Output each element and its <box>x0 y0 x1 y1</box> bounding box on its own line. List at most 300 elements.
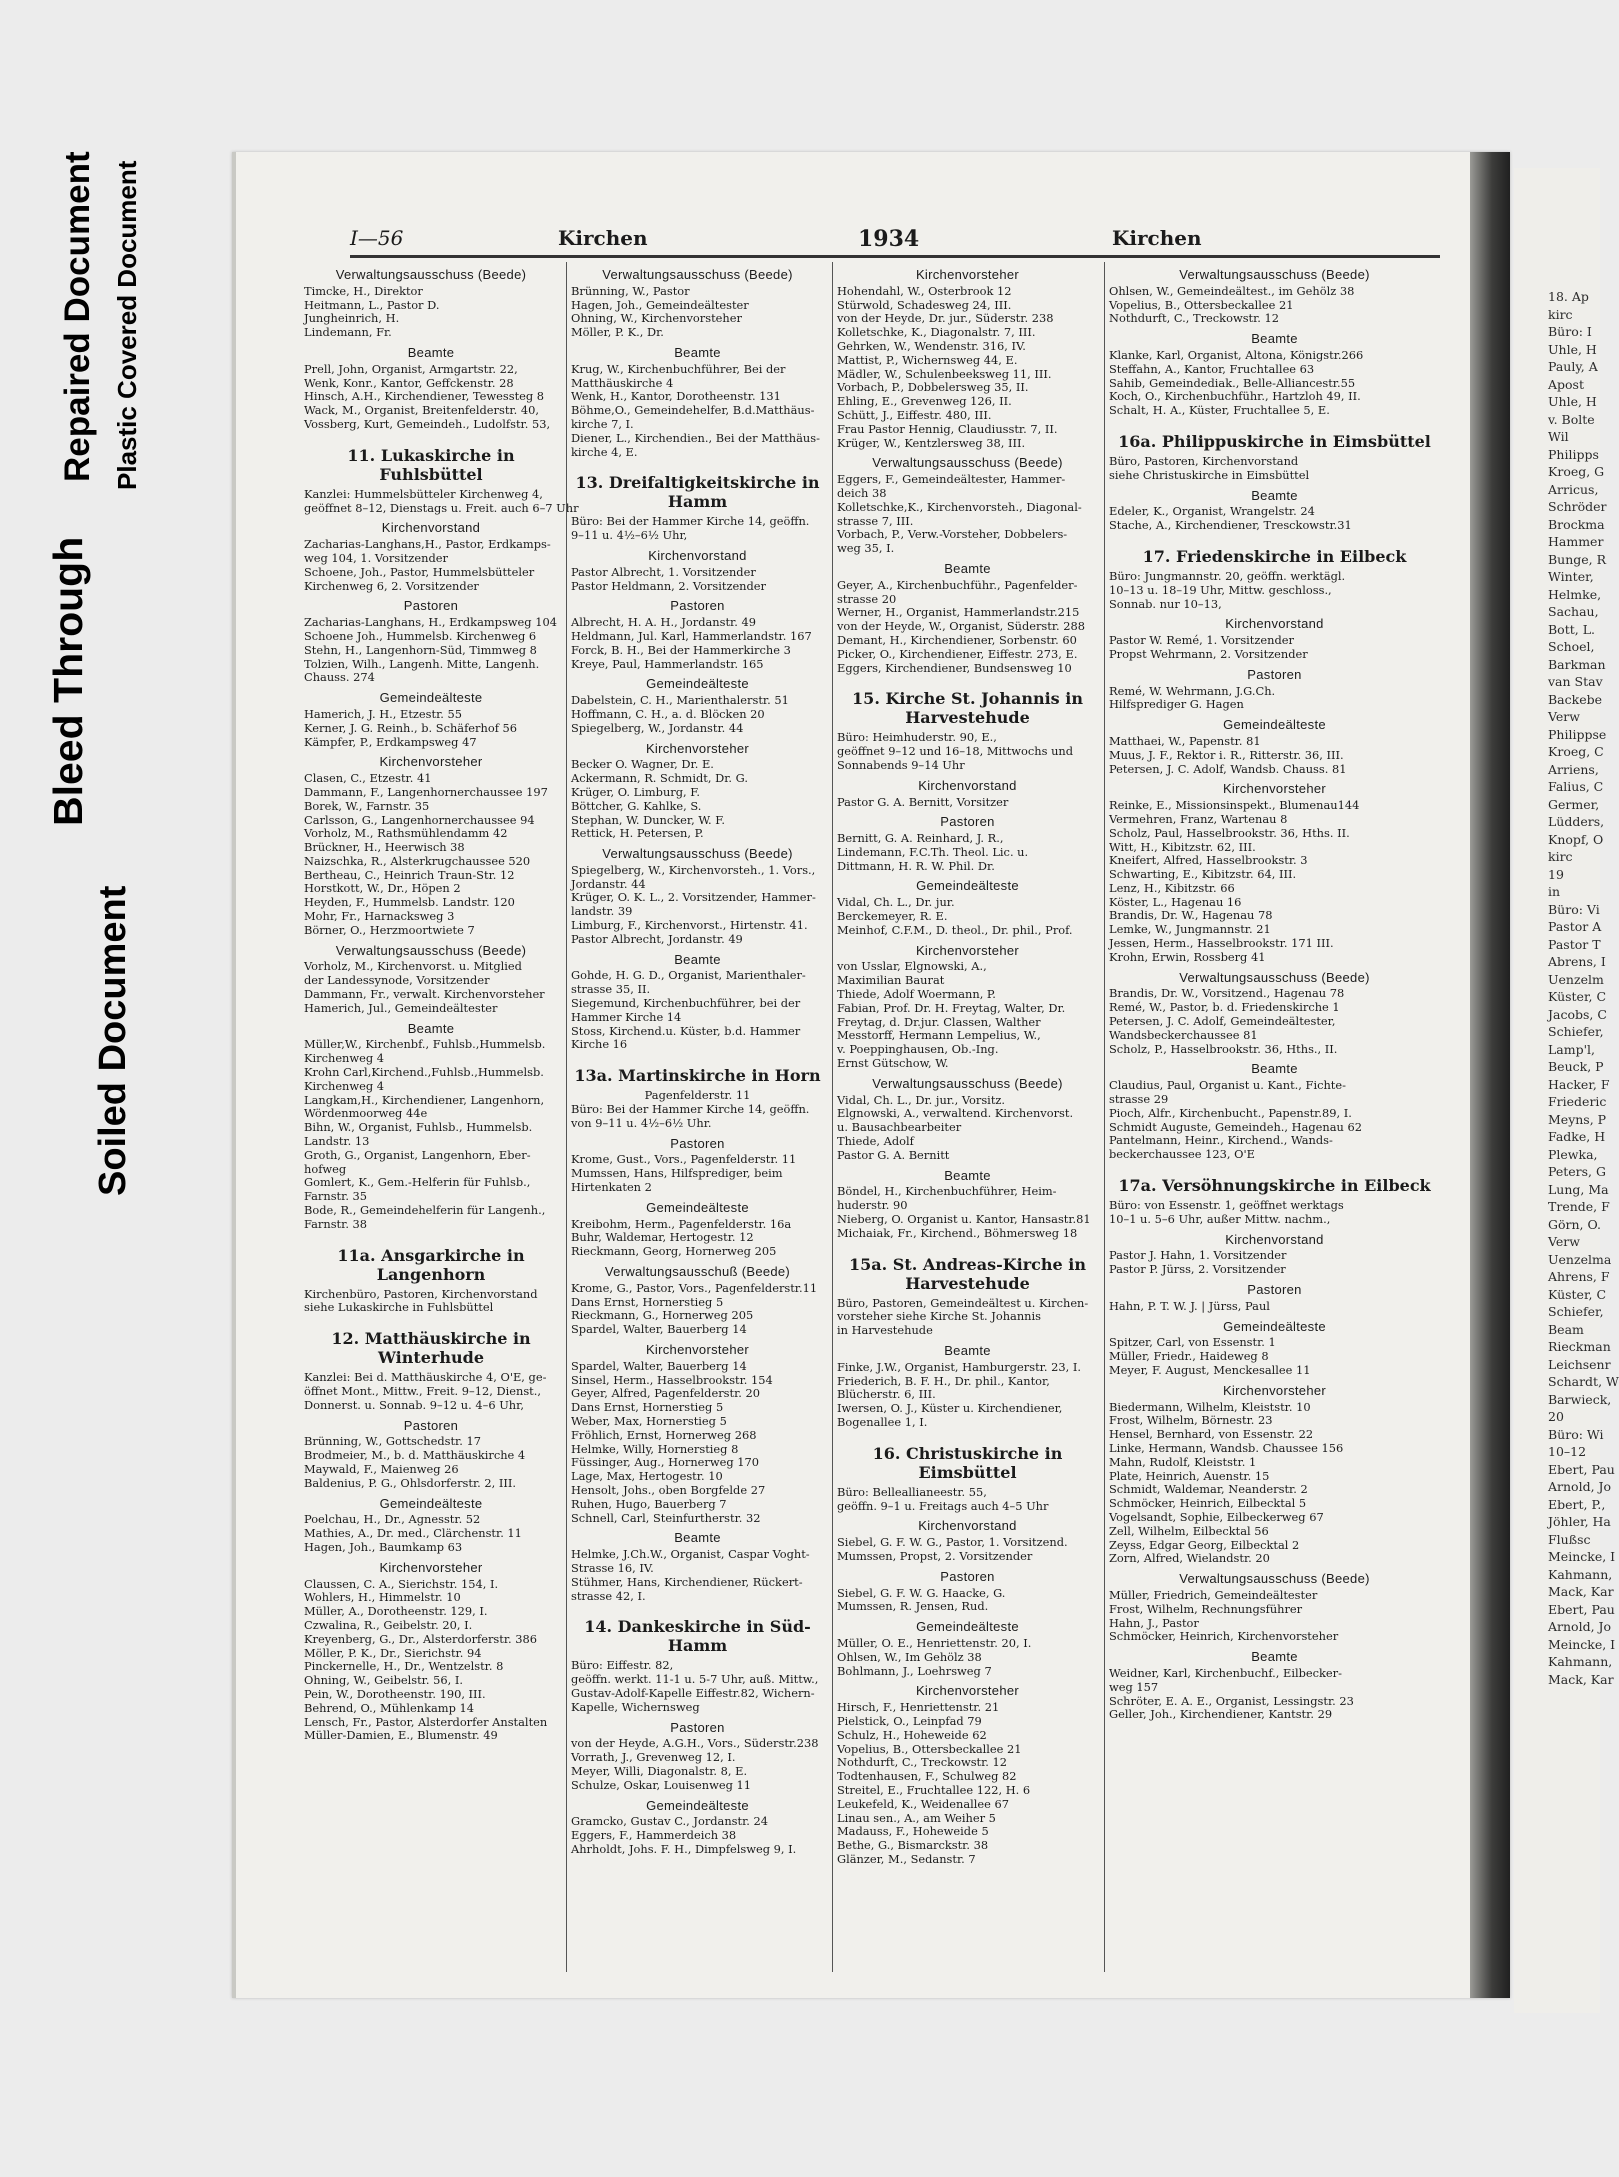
entry-line: Pastor P. Jürss, 2. Vorsitzender <box>1109 1262 1286 1277</box>
entry-line: Ohning, W., Kirchenvorsteher <box>571 311 742 326</box>
entry-line: Pastor G. A. Bernitt <box>837 1147 950 1162</box>
entry-line: Heitmann, L., Pastor D. <box>304 297 440 312</box>
entry-line: geöffnet 9–12 und 16–18, Mittwochs und <box>837 744 1074 759</box>
entry-line: Spiegelberg, W., Jordanstr. 44 <box>571 720 744 735</box>
entry-line: Brodmeier, M., b. d. Matthäuskirche 4 <box>304 1448 526 1463</box>
entry-line: Weber, Max, Hornerstieg 5 <box>571 1413 727 1428</box>
entry-line: Linau sen., A., am Weiher 5 <box>837 1810 996 1825</box>
section-heading: Beamte <box>944 1343 991 1358</box>
entry-line: Claudius, Paul, Organist u. Kant., Fichte- <box>1109 1078 1346 1093</box>
fragment-line: 18. Ap <box>1548 289 1589 304</box>
entry-line: 10–13 u. 18–19 Uhr, Mittw. geschloss., <box>1109 582 1332 597</box>
entry-line: Helmke, Willy, Hornerstieg 8 <box>571 1441 739 1456</box>
fragment-line: Meincke, I <box>1548 1549 1616 1564</box>
fragment-line: Lamp'l, <box>1548 1041 1596 1057</box>
entry-line: strasse 7, III. <box>837 513 914 528</box>
fragment-line: Ebert, Pau <box>1548 1601 1615 1617</box>
entry-line: Siegemund, Kirchenbuchführer, bei der <box>571 996 801 1011</box>
church-heading: 13a. Martinskirche in Horn <box>574 1066 821 1086</box>
entry-line: von der Heyde, A.G.H., Vors., Süderstr.238 <box>571 1736 819 1751</box>
fragment-line: Arriens, <box>1548 761 1599 777</box>
entry-line: Mathies, A., Dr. med., Clärchenstr. 11 <box>304 1526 522 1541</box>
entry-line: Thiede, Adolf Woermann, P. <box>837 987 996 1002</box>
fragment-line: Büro: Vi <box>1548 901 1600 917</box>
entry-line: Gehrken, W., Wendenstr. 316, IV. <box>837 338 1026 353</box>
section-heading: Verwaltungsausschuss (Beede) <box>602 846 793 862</box>
entry-line: Blücherstr. 6, III. <box>837 1387 936 1402</box>
entry-line: Köster, L., Hagenau 16 <box>1109 894 1242 909</box>
entry-line: Prell, John, Organist, Armgartstr. 22, <box>304 361 518 376</box>
section-heading: Pastoren <box>1247 1282 1302 1298</box>
entry-line: Wohlers, H., Himmelstr. 10 <box>304 1590 461 1605</box>
entry-line: Müller, Friedr., Haideweg 8 <box>1109 1349 1269 1364</box>
entry-line: öffnet Mont., Mittw., Freit. 9–12, Dienst., <box>304 1384 541 1398</box>
entry-line: Gomlert, K., Gem.-Helferin für Fuhlsb., <box>304 1175 531 1190</box>
entry-line: Lemke, W., Jungmannstr. 21 <box>1109 922 1271 937</box>
page-number: I—56 <box>350 226 404 250</box>
section-heading: Kirchenvorsteher <box>645 1342 750 1357</box>
entry-line: geöffnet 8–12, Dienstags u. Freit. auch 6–7 Uhr <box>304 500 579 515</box>
fragment-line: Uenzelma <box>1548 1251 1612 1267</box>
fragment-line: Falius, C <box>1548 779 1604 794</box>
fragment-line: Friederic <box>1548 1094 1607 1109</box>
entry-line: Wenk, H., Kantor, Dorotheenstr. 131 <box>571 389 781 404</box>
fragment-line: Helmke, <box>1548 586 1602 602</box>
fragment-line: Schoel, <box>1548 639 1595 654</box>
section-heading: Gemeindeälteste <box>1223 1318 1326 1334</box>
entry-line: Langkam,H., Kirchendiener, Langenhorn, <box>304 1092 545 1107</box>
entry-line: Plate, Heinrich, Auenstr. 15 <box>1109 1468 1270 1483</box>
fragment-line: Kroeg, G <box>1548 464 1605 479</box>
entry-line: von der Heyde, W., Organist, Süderstr. 288 <box>837 619 1086 634</box>
entry-line: Horstkott, W., Dr., Höpen 2 <box>304 881 461 896</box>
entry-line: Czwalina, R., Geibelstr. 20, I. <box>304 1617 473 1632</box>
section-heading: Beamte <box>1251 331 1298 347</box>
church-heading: 15. Kirche St. Johannis in Harvestehude <box>852 689 1083 728</box>
entry-line: Stehn, H., Langenhorn-Süd, Timmweg 8 <box>304 642 537 657</box>
entry-line: Heyden, F., Hummelsb. Landstr. 120 <box>304 895 515 910</box>
fragment-line: Pastor A <box>1548 919 1602 934</box>
fragment-line: v. Bolte <box>1548 411 1595 427</box>
fragment-line: kirc <box>1548 849 1573 864</box>
entry-line: Kolletschke, K., Diagonalstr. 7, III. <box>837 325 1036 340</box>
entry-line: Mädler, W., Schulenbeeksweg 11, III. <box>837 366 1052 381</box>
entry-line: Geyer, A., Kirchenbuchführ., Pagenfelder- <box>837 577 1078 592</box>
fragment-line: Görn, O. <box>1548 1216 1601 1232</box>
fragment-line: 20 <box>1548 1409 1564 1424</box>
entry-line: Lindemann, Fr. <box>304 325 392 340</box>
entry-line: Schwarting, E., Kibitzstr. 64, III. <box>1109 867 1297 882</box>
entry-line: Dans Ernst, Hornerstieg 5 <box>571 1294 724 1309</box>
entry-line: strasse 35, II. <box>571 982 651 997</box>
entry-line: Jessen, Herm., Hasselbrookstr. 171 III. <box>1109 936 1334 951</box>
section-heading: Verwaltungsausschuss (Beede) <box>1179 267 1370 282</box>
entry-line: Bertheau, C., Heinrich Traun-Str. 12 <box>304 867 515 882</box>
fragment-line: 10–12 <box>1548 1444 1587 1459</box>
entry-line: Madauss, F., Hoheweide 5 <box>837 1824 989 1839</box>
entry-line: Schmöcker, Heinrich, Kirchenvorsteher <box>1109 1629 1339 1644</box>
entry-line: Rieckmann, G., Hornerweg 205 <box>571 1308 754 1323</box>
entry-line: Krohn, Erwin, Rossberg 41 <box>1109 949 1266 964</box>
entry-line: Hensel, Bernhard, von Essenstr. 22 <box>1109 1427 1314 1442</box>
entry-line: Messtorff, Hermann Lempelius, W., <box>837 1028 1041 1043</box>
entry-line: Krome, Gust., Vors., Pagenfelderstr. 11 <box>571 1152 797 1167</box>
entry-line: Reinke, E., Missionsinspekt., Blumenau144 <box>1109 798 1360 813</box>
entry-line: 9–11 u. 4½–6½ Uhr, <box>571 528 688 543</box>
fragment-line: Hacker, F <box>1548 1076 1610 1092</box>
fragment-line: Mack, Kar <box>1548 1584 1614 1599</box>
entry-line: siehe Christuskirche in Eimsbüttel <box>1109 467 1310 482</box>
entry-line: Büro: Bei der Hammer Kirche 14, geöffn. <box>571 1102 810 1117</box>
section-heading: Kirchenvorsteher <box>915 1683 1020 1699</box>
entry-line: Behrend, O., Mühlenkamp 14 <box>304 1700 474 1715</box>
label-soiled-document: Soiled Document <box>92 885 134 1196</box>
fragment-line: Bunge, R <box>1548 551 1607 567</box>
fragment-line: Pauly, A <box>1548 359 1598 374</box>
entry-line: weg 35, I. <box>837 541 895 556</box>
entry-line: Meyer, F. August, Menckesallee 11 <box>1109 1363 1311 1377</box>
entry-line: Scholz, Paul, Hasselbrookstr. 36, Hths. II. <box>1109 825 1350 840</box>
entry-line: Büro: Heimhuderstr. 90, E., <box>837 730 997 745</box>
fragment-line: Küster, C <box>1548 989 1607 1004</box>
section-heading: Verwaltungsausschuss (Beede) <box>872 1075 1063 1091</box>
entry-line: Diener, L., Kirchendien., Bei der Matthäus- <box>571 430 820 445</box>
entry-line: Edeler, K., Organist, Wrangelstr. 24 <box>1109 504 1315 519</box>
entry-line: Koch, O., Kirchenbuchführ., Hartzloh 49, II. <box>1109 389 1361 404</box>
header-year: 1934 <box>858 226 920 252</box>
entry-line: Pastor J. Hahn, 1. Vorsitzender <box>1109 1248 1287 1263</box>
entry-line: Stache, A., Kirchendiener, Tresckowstr.31 <box>1109 518 1352 533</box>
entry-line: Fröhlich, Ernst, Hornerweg 268 <box>571 1427 757 1442</box>
fragment-line: Verw <box>1548 1234 1580 1249</box>
entry-line: Vorbach, P., Verw.-Vorsteher, Dobbelers- <box>837 527 1068 542</box>
section-heading: Beamte <box>674 1530 721 1546</box>
entry-line: Petersen, J. C. Adolf, Gemeindeältester, <box>1109 1014 1336 1029</box>
entry-line: Maywald, F., Maienweg 26 <box>304 1461 459 1476</box>
entry-line: Zeyss, Edgar Georg, Eilbecktal 2 <box>1109 1537 1300 1552</box>
entry-line: Schulz, H., Hoheweide 62 <box>837 1727 987 1742</box>
entry-line: Dabelstein, C. H., Marienthalerstr. 51 <box>571 693 789 708</box>
church-heading: 14. Dankeskirche in Süd-Hamm <box>584 1617 811 1656</box>
entry-line: Bode, R., Gemeindehelferin für Langenh., <box>304 1203 546 1218</box>
fragment-line: Trende, F <box>1548 1199 1610 1214</box>
fragment-line: 19 <box>1548 866 1564 882</box>
fragment-line: Peters, G <box>1548 1164 1606 1179</box>
entry-line: Büro: Jungmannstr. 20, geöffn. werktägl. <box>1109 568 1346 583</box>
directory-column-3 <box>832 262 1102 1972</box>
entry-line: Remé, W. Wehrmann, J.G.Ch. <box>1109 683 1276 698</box>
entry-line: Schütt, J., Eiffestr. 480, III. <box>837 407 992 422</box>
entry-line: Biedermann, Wilhelm, Kleiststr. 10 <box>1109 1399 1311 1414</box>
entry-line: Remé, W., Pastor, b. d. Friedenskirche 1 <box>1109 1000 1340 1015</box>
entry-line: siehe Lukaskirche in Fuhlsbüttel <box>304 1300 494 1315</box>
entry-line: Krug, W., Kirchenbuchführer, Bei der <box>571 361 786 376</box>
entry-line: Bogenallee 1, I. <box>837 1414 928 1429</box>
fragment-line: Rieckman <box>1548 1339 1611 1354</box>
entry-line: Vorholz, M., Kirchenvorst. u. Mitglied <box>304 959 522 974</box>
entry-line: Berckemeyer, R. E. <box>837 909 948 924</box>
entry-line: Hoffmann, C. H., a. d. Blöcken 20 <box>571 706 765 721</box>
entry-line: Frost, Wilhelm, Börnestr. 23 <box>1109 1413 1273 1428</box>
page-header <box>350 226 1440 252</box>
section-heading: Pastoren <box>1247 666 1302 682</box>
fragment-line: Büro: I <box>1548 324 1592 339</box>
entry-line: Zorn, Alfred, Wielandstr. 20 <box>1109 1551 1270 1566</box>
entry-line: Zacharias-Langhans,H., Pastor, Erdkamps- <box>304 537 551 552</box>
fragment-line: Flußsc <box>1548 1531 1591 1547</box>
directory-column-2 <box>566 262 828 1972</box>
entry-line: Finke, J.W., Organist, Hamburgerstr. 23, I. <box>837 1359 1081 1374</box>
entry-line: Freytag, d. Dr.jur. Classen, Walther <box>837 1014 1041 1029</box>
entry-line: Hagen, Joh., Gemeindeältester <box>571 297 749 312</box>
entry-line: Büro, Pastoren, Kirchenvorstand <box>1109 453 1299 468</box>
entry-line: Ohning, W., Geibelstr. 56, I. <box>304 1673 463 1688</box>
entry-line: Albrecht, H. A. H., Jordanstr. 49 <box>571 615 756 630</box>
entry-line: Vorbach, P., Dobbelersweg 35, II. <box>837 380 1029 395</box>
entry-line: Jungheinrich, H. <box>304 311 400 326</box>
entry-line: Schoene, Joh., Pastor, Hummelsbütteler <box>304 564 535 579</box>
entry-line: Börner, O., Herzmoortwiete 7 <box>304 922 475 937</box>
entry-line: Fabian, Prof. Dr. H. Freytag, Walter, Dr. <box>837 1000 1066 1015</box>
entry-line: Kanzlei: Hummelsbütteler Kirchenweg 4, <box>304 486 543 501</box>
entry-line: geöffn. 9–1 u. Freitags auch 4–5 Uhr <box>837 1498 1049 1513</box>
entry-line: Frau Pastor Hennig, Claudiusstr. 7, II. <box>837 421 1058 436</box>
section-heading: Pastoren <box>670 1135 725 1151</box>
church-heading: 11. Lukaskirche in Fuhlsbüttel <box>347 445 515 484</box>
entry-line: Dammann, F., Langenhornerchaussee 197 <box>304 784 548 799</box>
section-heading: Gemeindeälteste <box>916 878 1019 894</box>
entry-line: Mahn, Rudolf, Kleiststr. 1 <box>1109 1454 1257 1469</box>
entry-line: Witt, H., Kibitzstr. 62, III. <box>1109 839 1256 854</box>
section-heading: Pastoren <box>940 814 995 830</box>
entry-line: Donnerst. u. Sonnab. 9–12 u. 4–6 Uhr, <box>304 1397 524 1412</box>
fragment-line: Mack, Kar <box>1548 1671 1614 1687</box>
entry-line: Hensolt, Johs., oben Borgfelde 27 <box>571 1482 766 1497</box>
entry-line: weg 157 <box>1109 1679 1159 1694</box>
entry-line: Linke, Hermann, Wandsb. Chaussee 156 <box>1109 1440 1344 1455</box>
entry-line: Füssinger, Aug., Hornerweg 170 <box>571 1455 759 1470</box>
directory-column-1 <box>300 262 579 1972</box>
entry-line: Gohde, H. G. D., Organist, Marienthaler- <box>571 968 806 983</box>
entry-line: Dammann, Fr., verwalt. Kirchenvorsteher <box>304 987 545 1002</box>
fragment-line: Schiefer, <box>1548 1304 1604 1319</box>
entry-line: Maximilian Baurat <box>837 973 945 988</box>
section-heading: Gemeindeälteste <box>379 690 483 706</box>
entry-line: Lenz, H., Kibitzstr. 66 <box>1109 880 1235 895</box>
entry-line: strasse 42, I. <box>571 1588 646 1603</box>
section-heading: Beamte <box>1251 1649 1298 1665</box>
fragment-line: Winter, <box>1548 569 1594 584</box>
fragment-line: Schardt, W <box>1548 1374 1619 1389</box>
entry-line: Böhme,O., Gemeindehelfer, B.d.Matthäus- <box>571 403 815 418</box>
entry-line: Vogelsandt, Sophie, Eilbeckerweg 67 <box>1109 1509 1324 1524</box>
entry-line: von Usslar, Elgnowski, A., <box>837 959 987 974</box>
entry-line: Hohendahl, W., Osterbrook 12 <box>837 283 1012 298</box>
entry-line: Eggers, F., Gemeindeältester, Hammer- <box>837 472 1066 487</box>
section-heading: Gemeindeälteste <box>646 1199 749 1215</box>
entry-line: Hirsch, F., Henriettenstr. 21 <box>837 1700 1000 1715</box>
entry-line: Borek, W., Farnstr. 35 <box>304 798 430 813</box>
entry-line: Becker O. Wagner, Dr. E. <box>571 757 714 772</box>
entry-line: Sonnabends 9–14 Uhr <box>837 757 965 772</box>
fragment-line: Uhle, H <box>1548 341 1597 357</box>
entry-line: Picker, O., Kirchendiener, Eiffestr. 273, E. <box>837 646 1078 661</box>
entry-line: strasse 20 <box>837 591 897 606</box>
entry-line: strasse 29 <box>1109 1092 1169 1107</box>
fragment-line: Jöhler, Ha <box>1548 1514 1611 1529</box>
entry-line: Büro, Pastoren, Gemeindeältest u. Kirchen- <box>837 1295 1089 1310</box>
section-heading: Pastoren <box>670 1719 725 1735</box>
entry-line: Brünning, W., Gottschedstr. 17 <box>304 1434 481 1449</box>
entry-line: Timcke, H., Direktor <box>304 283 423 298</box>
entry-line: kirche 7, I. <box>571 416 634 431</box>
entry-line: Brückner, H., Heerwisch 38 <box>304 840 465 855</box>
section-heading: Pastoren <box>403 1417 459 1433</box>
fragment-line: Backebe <box>1548 691 1603 707</box>
section-heading: Verwaltungsausschuss (Beede) <box>335 942 527 958</box>
entry-line: Schulze, Oskar, Louisenweg 11 <box>571 1777 752 1792</box>
entry-line: Wördenmoorweg 44e <box>304 1106 428 1121</box>
fragment-line: Arricus, <box>1548 481 1599 497</box>
entry-line: von der Heyde, Dr. jur., Süderstr. 238 <box>837 311 1054 326</box>
entry-line: von 9–11 u. 4½–6½ Uhr. <box>571 1115 712 1130</box>
entry-line: Müller, A., Dorotheenstr. 129, I. <box>304 1604 488 1619</box>
fragment-line: Beam <box>1548 1321 1584 1337</box>
entry-line: Frost, Wilhelm, Rechnungsführer <box>1109 1601 1303 1616</box>
entry-line: Kreibohm, Herm., Pagenfelderstr. 16a <box>571 1216 792 1231</box>
entry-line: Ernst Gütschow, W. <box>837 1056 949 1071</box>
section-heading: Beamte <box>674 344 721 360</box>
church-heading: 15a. St. Andreas-Kirche in Harvestehude <box>849 1254 1086 1293</box>
entry-line: Forck, B. H., Bei der Hammerkirche 3 <box>571 642 791 657</box>
entry-line: Rettick, H. Petersen, P. <box>571 826 704 841</box>
fragment-line: Kahmann, <box>1548 1566 1613 1582</box>
fragment-line: in <box>1548 884 1561 899</box>
fragment-line: Lung, Ma <box>1548 1181 1609 1197</box>
entry-line: Kirchenweg 4 <box>304 1051 385 1066</box>
church-heading: 12. Matthäuskirche in Winterhude <box>331 1329 531 1368</box>
entry-line: Stürwold, Schadesweg 24, III. <box>837 297 1012 312</box>
entry-line: Hilfsprediger G. Hagen <box>1109 697 1244 712</box>
church-heading: 16. Christuskirche in Eimsbüttel <box>872 1443 1063 1482</box>
entry-line: Ehling, E., Grevenweg 126, II. <box>837 394 1012 409</box>
entry-line: Meyer, Willi, Diagonalstr. 8, E. <box>571 1763 748 1778</box>
fragment-line: kirc <box>1548 306 1573 322</box>
page-gutter-shadow <box>1470 152 1510 1998</box>
label-plastic-covered-document: Plastic Covered Document <box>112 160 142 490</box>
section-heading: Verwaltungsausschuss (Beede) <box>872 455 1063 471</box>
entry-line: Werner, H., Organist, Hammerlandstr.215 <box>837 605 1080 620</box>
entry-line: Buhr, Waldemar, Hertogestr. 12 <box>571 1230 754 1245</box>
entry-line: Kapelle, Wichernsweg <box>571 1699 700 1714</box>
entry-line: u. Bausachbearbeiter <box>837 1120 962 1135</box>
entry-line: Krüger, W., Kentzlersweg 38, III. <box>837 435 1026 450</box>
entry-line: Michaiak, Fr., Kirchend., Böhmersweg 18 <box>837 1225 1078 1240</box>
entry-line: Tolzien, Wilh., Langenh. Mitte, Langenh. <box>304 656 540 671</box>
header-left-title: Kirchen <box>558 226 648 250</box>
entry-line: Pein, W., Dorotheenstr. 190, III. <box>304 1686 486 1701</box>
entry-line: Büro: Bei der Hammer Kirche 14, geöffn. <box>571 514 810 529</box>
entry-line: Claussen, C. A., Sierichstr. 154, I. <box>304 1576 499 1591</box>
fragment-line: Fadke, H <box>1548 1129 1606 1144</box>
entry-line: Kirche 16 <box>571 1037 628 1052</box>
entry-line: Eggers, F., Hammerdeich 38 <box>571 1828 737 1843</box>
entry-line: Kreyenberg, G., Dr., Alsterdorferstr. 386 <box>304 1631 538 1646</box>
section-heading: Beamte <box>1251 1061 1298 1077</box>
entry-line: Brünning, W., Pastor <box>571 283 690 298</box>
entry-line: Poelchau, H., Dr., Agnesstr. 52 <box>304 1512 481 1527</box>
entry-line: Groth, G., Organist, Langenhorn, Eber- <box>304 1147 531 1162</box>
entry-line: Strasse 16, IV. <box>571 1560 654 1575</box>
entry-line: Gustav-Adolf-Kapelle Eiffestr.82, Wichern- <box>571 1685 815 1700</box>
entry-line: Hammer Kirche 14 <box>571 1009 682 1024</box>
entry-line: deich 38 <box>837 485 887 500</box>
label-repaired-document: Repaired Document <box>58 151 97 482</box>
entry-line: Bihn, W., Organist, Fuhlsb., Hummelsb. <box>304 1120 533 1135</box>
section-heading: Kirchenvorstand <box>1225 1231 1324 1247</box>
entry-line: Leukefeld, K., Weidenallee 67 <box>837 1796 1009 1811</box>
fragment-line: Meincke, I <box>1548 1636 1616 1652</box>
entry-line: Hamerich, Jul., Gemeindeältester <box>304 1000 498 1015</box>
entry-line: der Landessynode, Vorsitzender <box>304 973 490 988</box>
fragment-line: Pastor T <box>1548 936 1601 952</box>
section-heading: Gemeindeälteste <box>379 1495 483 1511</box>
entry-line: Vorholz, M., Rathsmühlendamm 42 <box>304 826 508 841</box>
fragment-line: Plewka, <box>1548 1146 1598 1162</box>
entry-line: Kanzlei: Bei d. Matthäuskirche 4, O'E, ge- <box>304 1370 547 1385</box>
entry-line: Gramcko, Gustav C., Jordanstr. 24 <box>571 1814 769 1829</box>
entry-line: Streitel, E., Fruchtallee 122, H. 6 <box>837 1782 1031 1797</box>
entry-line: Mumssen, Hans, Hilfsprediger, beim <box>571 1166 783 1181</box>
fragment-line: Sachau, <box>1548 604 1599 619</box>
fragment-line: Arnold, Jo <box>1548 1479 1612 1494</box>
fragment-line: Knopf, O <box>1548 831 1604 847</box>
section-heading: Kirchenvorsteher <box>379 1559 483 1575</box>
entry-line: Lensch, Fr., Pastor, Alsterdorfer Anstalten <box>304 1714 548 1729</box>
section-heading: Kirchenvorsteher <box>1222 1382 1327 1398</box>
entry-line: Propst Wehrmann, 2. Vorsitzender <box>1109 646 1308 661</box>
entry-line: Vidal, Ch. L., Dr. jur. <box>837 895 955 910</box>
church-heading: 11a. Ansgarkirche in Langenhorn <box>337 1245 525 1284</box>
entry-line: Baldenius, P. G., Ohlsdorferstr. 2, III. <box>304 1475 517 1490</box>
entry-line: Geller, Joh., Kirchendiener, Kantstr. 29 <box>1109 1707 1333 1722</box>
entry-line: Schmidt Auguste, Gemeindeh., Hagenau 62 <box>1109 1119 1362 1134</box>
entry-line: Glänzer, M., Sedanstr. 7 <box>837 1851 976 1866</box>
section-heading: Verwaltungsausschuss (Beede) <box>335 267 527 282</box>
entry-line: Brandis, Dr. W., Vorsitzend., Hagenau 78 <box>1109 986 1345 1001</box>
entry-line: landstr. 39 <box>571 904 633 919</box>
entry-line: Kirchenweg 6, 2. Vorsitzender <box>304 578 479 593</box>
entry-line: Pagenfelderstr. 11 <box>644 1088 751 1103</box>
entry-line: Mumssen, Propst, 2. Vorsitzender <box>837 1548 1033 1563</box>
section-heading: Beamte <box>674 951 721 967</box>
entry-line: Kämpfer, P., Erdkampsweg 47 <box>304 734 477 749</box>
entry-line: Siebel, G. F. W. G., Pastor, 1. Vorsitzend. <box>837 1535 1068 1550</box>
entry-line: Ohlsen, W., Im Gehölz 38 <box>837 1649 982 1664</box>
fragment-line: Brockma <box>1548 516 1605 532</box>
header-rule <box>350 255 1440 258</box>
section-heading: Kirchenvorsteher <box>379 754 483 770</box>
entry-line: Elgnowski, A., verwaltend. Kirchenvorst. <box>837 1106 1074 1121</box>
entry-line: Nothdurft, C., Treckowstr. 12 <box>837 1755 1008 1770</box>
fragment-line: Kroeg, C <box>1548 744 1604 759</box>
entry-line: Hahn, J., Pastor <box>1109 1615 1199 1630</box>
entry-line: Kolletschke,K., Kirchenvorsteh., Diagonal- <box>837 499 1082 514</box>
fragment-line: Kahmann, <box>1548 1654 1613 1669</box>
entry-line: vorsteher siehe Kirche St. Johannis <box>837 1309 1041 1324</box>
entry-line: Spitzer, Carl, von Essenstr. 1 <box>1109 1335 1276 1350</box>
entry-line: Lage, Max, Hertogestr. 10 <box>571 1469 723 1484</box>
